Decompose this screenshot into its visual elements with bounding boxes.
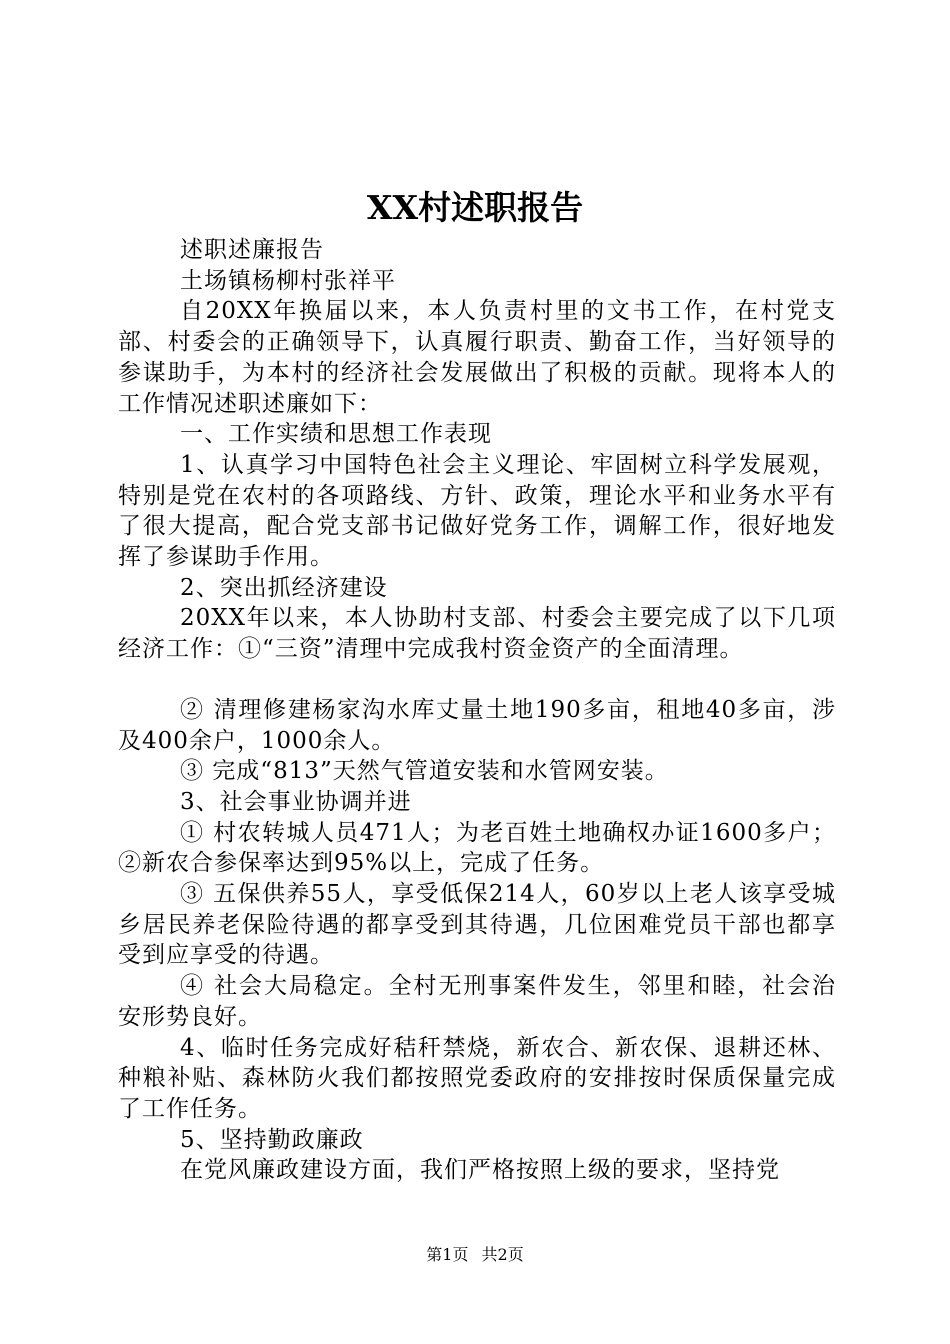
page-footer [0,1244,950,1266]
paragraph: ③ 五保供养55人，享受低保214人，60岁以上老人该享受城乡居民养老保险待遇的都享受到其待遇，几位困难党员干部也都享受到应享受的待遇。 [118,881,836,969]
section-heading: 2、突出抓经济建设 [180,574,388,601]
paragraph: ① 村农转城人员471人；为老百姓土地确权办证1600多户；②新农合参保率达到95%以上，完成了任务。 [118,819,836,877]
section-heading: 5、坚持勤政廉政 [180,1126,364,1153]
paragraph: ② 清理修建杨家沟水库丈量土地190多亩，租地40多亩，涉及400余户，1000余人。 [118,696,836,754]
blank-line [118,665,836,695]
paragraph-intro: 自20XX年换届以来，本人负责村里的文书工作，在村党支部、村委会的正确领导下，认真履行职责、勤奋工作，当好领导的参谋助手，为本村的经济社会发展做出了积极的贡献。现将本人的工作情况述职述廉如下： [118,298,836,417]
section-heading: 一、工作实绩和思想工作表现 [180,421,492,448]
paragraph: 4、临时任务完成好秸秆禁烧，新农合、新农保、退耕还林、种粮补贴、森林防火我们都按照党委政府的安排按时保质保量完成了工作任务。 [118,1034,836,1122]
paragraph: ③ 完成“813”天然气管道安装和水管网安装。 [180,758,669,785]
page-number-current: 第1页 [426,1245,469,1264]
page-number-total: 共2页 [481,1245,524,1264]
paragraph: ④ 社会大局稳定。全村无刑事案件发生，邻里和睦，社会治安形势良好。 [118,973,836,1030]
document-body [118,235,836,1186]
paragraph-author: 土场镇杨柳村张祥平 [180,267,396,294]
paragraph: 20XX年以来，本人协助村支部、村委会主要完成了以下几项经济工作：①“三资”清理中完成我村资金资产的全面清理。 [118,605,836,663]
section-heading: 3、社会事业协调并进 [180,788,412,815]
paragraph: 在党风廉政建设方面，我们严格按照上级的要求，坚持党 [180,1157,780,1184]
paragraph: 1、认真学习中国特色社会主义理论、牢固树立科学发展观，特别是党在农村的各项路线、方针、政策，理论水平和业务水平有了很大提高，配合党支部书记做好党务工作，调解工作，很好地发挥了参谋助手作用。 [118,451,836,571]
document-title: XX村述职报告 [366,188,584,227]
paragraph-subtitle: 述职述廉报告 [180,237,324,263]
